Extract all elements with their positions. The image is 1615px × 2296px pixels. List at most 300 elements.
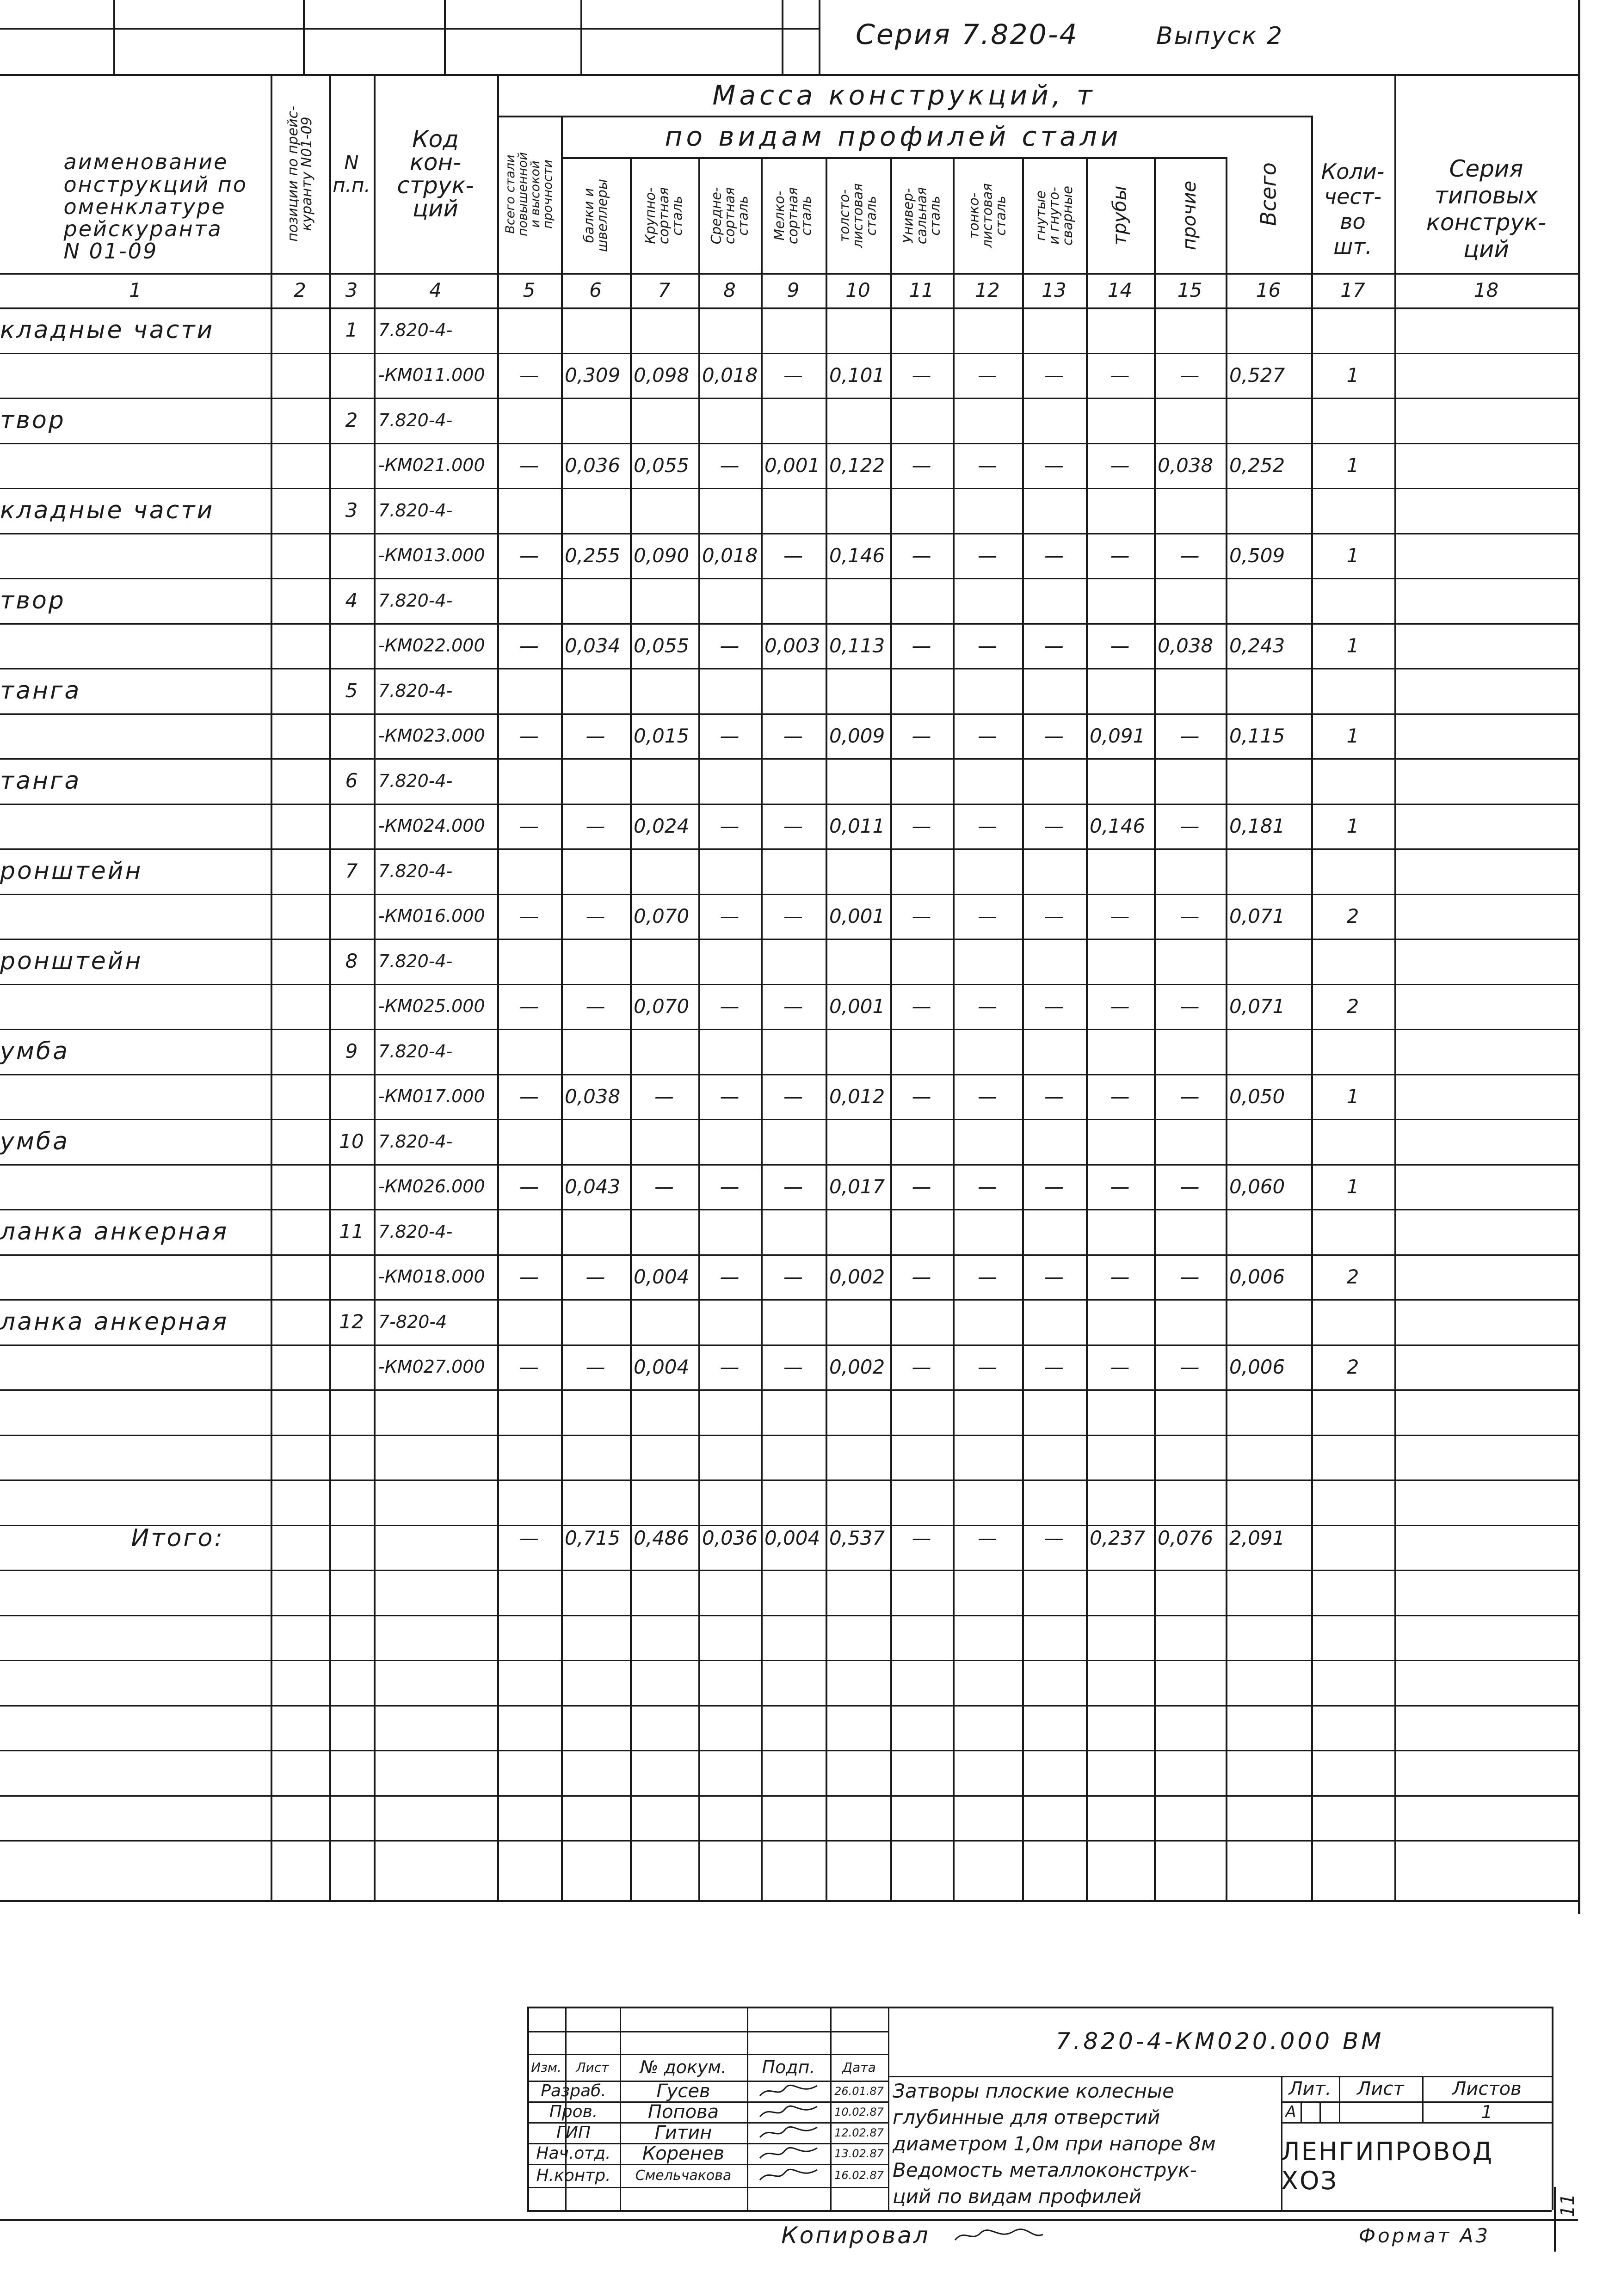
copied-by-signature bbox=[948, 2224, 1050, 2247]
title-block-lit-sub bbox=[1319, 2101, 1321, 2122]
row-value-c15: — bbox=[1180, 995, 1200, 1018]
row-code-mark: -КМ025.000 bbox=[378, 996, 485, 1017]
row-number: 1 bbox=[345, 319, 358, 342]
row-name: ронштейн bbox=[0, 857, 143, 885]
signer-name: Гитин bbox=[654, 2122, 712, 2143]
col-number-4: 4 bbox=[429, 279, 442, 301]
signature-scribble bbox=[756, 2166, 821, 2185]
col-number-15: 15 bbox=[1177, 279, 1202, 301]
signer-date: 13.02.87 bbox=[834, 2147, 884, 2160]
row-value-c5: — bbox=[519, 724, 539, 747]
row-code-mark: -КМ017.000 bbox=[378, 1086, 485, 1107]
row-value-c10: 0,001 bbox=[829, 904, 885, 927]
row-value-c12: — bbox=[978, 363, 997, 387]
row-code-series: 7.820-4- bbox=[378, 1131, 453, 1152]
title-block-sheet-label: Лист bbox=[1357, 2078, 1404, 2100]
signature-mark bbox=[747, 2143, 830, 2164]
row-code-series: 7.820-4- bbox=[378, 319, 453, 340]
row-value-c9: — bbox=[783, 363, 803, 387]
top-strip-line bbox=[0, 28, 819, 30]
signature-scribble bbox=[756, 2144, 821, 2163]
col-header-position bbox=[271, 75, 329, 273]
row-value-c10: 0,101 bbox=[829, 363, 885, 387]
row-value-c6: 0,255 bbox=[565, 544, 621, 567]
title-block-row bbox=[527, 2031, 888, 2032]
row-value-c9: — bbox=[783, 1175, 803, 1198]
row-value-c15: — bbox=[1180, 544, 1200, 567]
row-value-c14: — bbox=[1110, 634, 1130, 657]
row-value-c13: — bbox=[1044, 814, 1064, 837]
row-value-c17: 2 bbox=[1346, 1265, 1359, 1288]
total-value-c9: 0,004 bbox=[764, 1527, 820, 1550]
row-value-c12: — bbox=[978, 454, 997, 477]
row-value-c11: — bbox=[912, 904, 931, 927]
row-value-c14: — bbox=[1110, 1085, 1130, 1108]
col-header-c14 bbox=[1086, 158, 1154, 273]
row-value-c8: — bbox=[720, 904, 740, 927]
row-value-c5: — bbox=[519, 995, 539, 1018]
row-value-c13: — bbox=[1044, 634, 1064, 657]
mass-group-header: Масса конструкций, т bbox=[712, 80, 1096, 111]
row-code-mark: -КМ013.000 bbox=[378, 545, 485, 566]
row-name: твор bbox=[0, 406, 66, 434]
col-number-12: 12 bbox=[975, 279, 1000, 301]
row-value-c12: — bbox=[978, 724, 997, 747]
row-line bbox=[0, 1660, 1578, 1661]
row-value-c13: — bbox=[1044, 904, 1064, 927]
title-block-right bbox=[1552, 2007, 1553, 2210]
title-block-header-izm: Изм. bbox=[531, 2059, 561, 2075]
row-code-series: 7.820-4- bbox=[378, 951, 453, 971]
lit-value: А bbox=[1285, 2102, 1296, 2121]
row-value-c16: 0,071 bbox=[1229, 904, 1285, 927]
row-line bbox=[0, 1840, 1578, 1842]
row-value-c7: 0,004 bbox=[634, 1265, 690, 1288]
col-number-18: 18 bbox=[1473, 279, 1499, 301]
row-value-c15: — bbox=[1180, 1175, 1200, 1198]
format-label: Формат А3 bbox=[1358, 2224, 1491, 2247]
row-value-c7: 0,024 bbox=[634, 814, 690, 837]
row-number: 12 bbox=[339, 1310, 364, 1333]
row-value-c17: 2 bbox=[1346, 904, 1359, 927]
row-value-c11: — bbox=[912, 1355, 931, 1378]
row-value-c9: — bbox=[783, 1085, 803, 1108]
top-strip-divider bbox=[444, 0, 446, 74]
total-value-c12: — bbox=[978, 1527, 997, 1550]
row-value-c15: — bbox=[1180, 814, 1200, 837]
signer-date: 16.02.87 bbox=[834, 2169, 884, 2182]
row-number: 11 bbox=[339, 1220, 364, 1243]
row-value-c10: 0,002 bbox=[829, 1355, 885, 1378]
col-number-10: 10 bbox=[845, 279, 870, 301]
col-number-11: 11 bbox=[909, 279, 934, 301]
row-value-c17: 1 bbox=[1346, 544, 1359, 567]
row-value-c5: — bbox=[519, 814, 539, 837]
row-value-c17: 1 bbox=[1346, 363, 1359, 387]
row-value-c14: — bbox=[1110, 904, 1130, 927]
row-value-c8: 0,018 bbox=[702, 363, 758, 387]
col-number-3: 3 bbox=[345, 279, 358, 301]
col-number-1: 1 bbox=[129, 279, 142, 301]
row-value-c17: 1 bbox=[1346, 1085, 1359, 1108]
row-value-c16: 0,006 bbox=[1229, 1355, 1285, 1378]
row-value-c9: — bbox=[783, 544, 803, 567]
col-header-c13 bbox=[1022, 158, 1086, 273]
row-value-c9: — bbox=[783, 724, 803, 747]
row-value-c12: — bbox=[978, 1175, 997, 1198]
row-value-c17: 2 bbox=[1346, 1355, 1359, 1378]
row-code-series: 7.820-4- bbox=[378, 500, 453, 521]
row-line bbox=[0, 1795, 1578, 1797]
row-value-c12: — bbox=[978, 814, 997, 837]
total-value-c13: — bbox=[1044, 1527, 1064, 1550]
row-value-c8: — bbox=[720, 1175, 740, 1198]
total-label: Итого: bbox=[131, 1524, 224, 1552]
row-value-c13: — bbox=[1044, 544, 1064, 567]
signer-role: Разраб. bbox=[541, 2081, 606, 2100]
row-code-mark: -КМ018.000 bbox=[378, 1266, 485, 1287]
title-block-lit-row2 bbox=[1281, 2122, 1552, 2124]
row-value-c10: 0,017 bbox=[829, 1175, 885, 1198]
row-value-c13: — bbox=[1044, 363, 1064, 387]
series-label: Серия 7.820-4 bbox=[856, 18, 1079, 51]
col-header-c10-text: толсто- листовая сталь bbox=[836, 183, 879, 248]
signature-mark bbox=[747, 2081, 830, 2101]
row-value-c6: — bbox=[586, 724, 605, 747]
col-number-8: 8 bbox=[723, 279, 736, 301]
row-value-c15: — bbox=[1180, 724, 1200, 747]
row-value-c11: — bbox=[912, 814, 931, 837]
total-value-c11: — bbox=[912, 1527, 931, 1550]
row-code-mark: -КМ021.000 bbox=[378, 455, 485, 476]
row-code-mark: -КМ027.000 bbox=[378, 1357, 485, 1377]
title-block-row bbox=[527, 2187, 888, 2188]
total-value-c15: 0,076 bbox=[1158, 1527, 1214, 1550]
col-header-c12 bbox=[953, 158, 1022, 273]
total-value-c8: 0,036 bbox=[702, 1527, 758, 1550]
row-value-c15: 0,038 bbox=[1158, 454, 1214, 477]
signature-mark bbox=[747, 2122, 830, 2143]
row-name: ронштейн bbox=[0, 947, 143, 975]
row-line bbox=[0, 1705, 1578, 1707]
row-value-c7: 0,070 bbox=[634, 995, 690, 1018]
row-value-c6: 0,036 bbox=[565, 454, 621, 477]
document-description-line: глубинные для отверстий bbox=[893, 2106, 1160, 2129]
title-block-header-doc: № докум. bbox=[640, 2057, 727, 2077]
row-value-c11: — bbox=[912, 724, 931, 747]
row-value-c15: — bbox=[1180, 1355, 1200, 1378]
row-value-c14: 0,146 bbox=[1090, 814, 1146, 837]
signature-scribble bbox=[756, 2103, 821, 2121]
col-header-c11-text: Универ- сальная сталь bbox=[900, 187, 943, 244]
row-value-c6: — bbox=[586, 904, 605, 927]
row-value-c13: — bbox=[1044, 1175, 1064, 1198]
row-code-series: 7.820-4- bbox=[378, 860, 453, 881]
signature-scribble bbox=[756, 2082, 821, 2100]
row-name: танга bbox=[0, 676, 81, 705]
signer-name: Смельчакова bbox=[635, 2167, 732, 2184]
signer-date: 26.01.87 bbox=[834, 2084, 884, 2098]
row-code-series: 7.820-4- bbox=[378, 410, 453, 430]
row-code-mark: -КМ016.000 bbox=[378, 906, 485, 927]
row-value-c14: — bbox=[1110, 1265, 1130, 1288]
right-frame-line bbox=[1578, 0, 1580, 1914]
row-value-c10: 0,011 bbox=[829, 814, 885, 837]
row-value-c9: — bbox=[783, 814, 803, 837]
row-name: кладные части bbox=[0, 316, 215, 344]
row-code-mark: -КМ024.000 bbox=[378, 816, 485, 836]
row-value-c10: 0,001 bbox=[829, 995, 885, 1018]
row-value-c13: — bbox=[1044, 1355, 1064, 1378]
row-value-c17: 1 bbox=[1346, 634, 1359, 657]
document-description-line: диаметром 1,0м при напоре 8м bbox=[893, 2132, 1216, 2155]
row-value-c6: — bbox=[586, 814, 605, 837]
col-number-7: 7 bbox=[658, 279, 671, 301]
row-line bbox=[0, 1615, 1578, 1616]
row-value-c10: 0,146 bbox=[829, 544, 885, 567]
row-value-c7: 0,004 bbox=[634, 1355, 690, 1378]
col-number-6: 6 bbox=[589, 279, 602, 301]
title-block-header-date: Дата bbox=[842, 2059, 876, 2075]
row-value-c12: — bbox=[978, 1265, 997, 1288]
row-value-c8: — bbox=[720, 814, 740, 837]
total-value-c10: 0,537 bbox=[829, 1527, 885, 1550]
signer-name: Гусев bbox=[656, 2080, 710, 2102]
row-line bbox=[0, 1750, 1578, 1751]
row-code-mark: -КМ026.000 bbox=[378, 1176, 485, 1197]
row-value-c12: — bbox=[978, 1085, 997, 1108]
document-description-line: ций по видам профилей bbox=[893, 2185, 1141, 2208]
row-value-c9: 0,001 bbox=[764, 454, 820, 477]
total-value-c7: 0,486 bbox=[634, 1527, 690, 1550]
sheets-value: 1 bbox=[1481, 2101, 1493, 2122]
col-header-num: N п.п. bbox=[333, 151, 370, 196]
row-value-c11: — bbox=[912, 454, 931, 477]
row-value-c12: — bbox=[978, 1355, 997, 1378]
row-name: кладные части bbox=[0, 496, 215, 524]
col-header-c8-text: Средне- сортная сталь bbox=[708, 187, 751, 244]
row-number: 2 bbox=[345, 409, 358, 432]
row-value-c16: 0,071 bbox=[1229, 995, 1285, 1018]
row-value-c16: 0,006 bbox=[1229, 1265, 1285, 1288]
row-code-series: 7-820-4 bbox=[378, 1311, 447, 1332]
signer-date: 12.02.87 bbox=[834, 2126, 884, 2139]
col-header-c13-text: гнутые и гнуто- сварные bbox=[1032, 185, 1075, 246]
row-number: 4 bbox=[345, 589, 358, 612]
row-value-c11: — bbox=[912, 1175, 931, 1198]
organization-name: ЛЕНГИПРОВОД ХОЗ bbox=[1281, 2137, 1494, 2195]
col-header-c9-text: Мелко- сортная сталь bbox=[771, 187, 814, 244]
col-header-c17: Коли- чест- во шт. bbox=[1321, 159, 1385, 259]
row-value-c5: — bbox=[519, 1355, 539, 1378]
signer-role: Н.контр. bbox=[536, 2166, 611, 2185]
table-bottom-line bbox=[0, 1900, 1578, 1902]
row-value-c8: — bbox=[720, 995, 740, 1018]
row-value-c16: 0,252 bbox=[1229, 454, 1285, 477]
row-value-c5: — bbox=[519, 1265, 539, 1288]
row-value-c16: 0,060 bbox=[1229, 1175, 1285, 1198]
col-header-c15 bbox=[1154, 158, 1226, 273]
row-value-c7: 0,070 bbox=[634, 904, 690, 927]
row-code-mark: -КМ023.000 bbox=[378, 725, 485, 746]
row-value-c9: 0,003 bbox=[764, 634, 820, 657]
row-value-c16: 0,050 bbox=[1229, 1085, 1285, 1108]
row-value-c5: — bbox=[519, 1085, 539, 1108]
col-header-c16-text: Всего bbox=[1256, 162, 1281, 226]
row-value-c16: 0,115 bbox=[1229, 724, 1285, 747]
row-value-c8: 0,018 bbox=[702, 544, 758, 567]
top-strip-divider bbox=[819, 0, 820, 74]
copyist-signature bbox=[953, 2226, 1045, 2245]
row-value-c16: 0,181 bbox=[1229, 814, 1285, 837]
title-block-lit-sub bbox=[1301, 2101, 1302, 2122]
row-value-c8: — bbox=[720, 1265, 740, 1288]
row-name: умба bbox=[0, 1127, 69, 1155]
row-value-c10: 0,002 bbox=[829, 1265, 885, 1288]
signature-mark bbox=[747, 2101, 830, 2122]
row-value-c7: 0,055 bbox=[634, 454, 690, 477]
row-value-c8: — bbox=[720, 454, 740, 477]
row-value-c7: 0,090 bbox=[634, 544, 690, 567]
row-value-c9: — bbox=[783, 995, 803, 1018]
row-value-c7: 0,098 bbox=[634, 363, 690, 387]
col-number-16: 16 bbox=[1256, 279, 1281, 301]
col-header-c15-text: прочие bbox=[1179, 180, 1201, 251]
title-block-row bbox=[527, 2210, 888, 2211]
signer-name: Попова bbox=[647, 2101, 719, 2123]
row-value-c14: 0,091 bbox=[1090, 724, 1146, 747]
row-value-c6: — bbox=[586, 1265, 605, 1288]
col-number-9: 9 bbox=[787, 279, 800, 301]
col-header-c8 bbox=[698, 158, 761, 273]
row-value-c6: 0,309 bbox=[565, 363, 621, 387]
row-code-series: 7.820-4- bbox=[378, 680, 453, 701]
col-line-1 bbox=[271, 75, 272, 1900]
row-value-c17: 1 bbox=[1346, 1175, 1359, 1198]
row-value-c9: — bbox=[783, 904, 803, 927]
row-value-c12: — bbox=[978, 995, 997, 1018]
row-value-c8: — bbox=[720, 634, 740, 657]
row-value-c15: 0,038 bbox=[1158, 634, 1214, 657]
col-header-c9 bbox=[761, 158, 826, 273]
row-value-c10: 0,122 bbox=[829, 454, 885, 477]
row-value-c13: — bbox=[1044, 1085, 1064, 1108]
row-number: 7 bbox=[345, 859, 358, 883]
row-value-c11: — bbox=[912, 544, 931, 567]
document-code: 7.820-4-КМ020.000 ВМ bbox=[1055, 2028, 1384, 2055]
row-value-c14: — bbox=[1110, 995, 1130, 1018]
col-number-17: 17 bbox=[1340, 279, 1365, 301]
document-description-line: Ведомость металлоконструк- bbox=[893, 2159, 1197, 2181]
row-name: твор bbox=[0, 586, 66, 614]
row-value-c5: — bbox=[519, 904, 539, 927]
top-strip-divider bbox=[782, 0, 783, 74]
signer-date: 10.02.87 bbox=[834, 2105, 884, 2118]
row-code-series: 7.820-4- bbox=[378, 1041, 453, 1062]
profiles-group-header: по видам профилей стали bbox=[665, 121, 1122, 152]
row-code-series: 7.820-4- bbox=[378, 590, 453, 611]
row-value-c7: 0,015 bbox=[634, 724, 690, 747]
signer-name: Коренев bbox=[642, 2143, 725, 2164]
signature-mark bbox=[747, 2164, 830, 2187]
row-value-c14: — bbox=[1110, 1175, 1130, 1198]
row-line bbox=[0, 1435, 1578, 1436]
title-block-row bbox=[527, 2007, 888, 2008]
signature-scribble bbox=[756, 2124, 821, 2142]
col-header-c10 bbox=[826, 158, 890, 273]
row-value-c5: — bbox=[519, 634, 539, 657]
col-header-c5-text: Всего стали повышенной и высокой прочности bbox=[503, 152, 555, 237]
col-header-position-text: позиции по прейс- куранту N01-09 bbox=[284, 106, 315, 242]
sheet-value bbox=[1339, 2101, 1422, 2122]
row-code-mark: -КМ022.000 bbox=[378, 635, 485, 656]
row-value-c6: 0,038 bbox=[565, 1085, 621, 1108]
total-value-c14: 0,237 bbox=[1090, 1527, 1146, 1550]
title-block-lit-label: Лит. bbox=[1288, 2078, 1331, 2100]
row-name: ланка анкерная bbox=[0, 1308, 229, 1336]
row-value-c13: — bbox=[1044, 1265, 1064, 1288]
col-header-c7 bbox=[630, 158, 698, 273]
row-name: умба bbox=[0, 1037, 69, 1065]
row-value-c16: 0,243 bbox=[1229, 634, 1285, 657]
total-value-c6: 0,715 bbox=[565, 1527, 621, 1550]
row-number: 3 bbox=[345, 499, 358, 522]
row-value-c7: — bbox=[654, 1085, 674, 1108]
row-value-c17: 1 bbox=[1346, 454, 1359, 477]
total-value-c5: — bbox=[519, 1527, 539, 1550]
col-header-name: аименование онструкций по оменклатуре рейскуранта N 01-09 bbox=[63, 149, 247, 264]
title-block-header-podp: Подп. bbox=[762, 2057, 815, 2077]
row-value-c5: — bbox=[519, 363, 539, 387]
row-value-c11: — bbox=[912, 1265, 931, 1288]
row-code-series: 7.820-4- bbox=[378, 1221, 453, 1242]
row-code-mark: -КМ011.000 bbox=[378, 365, 485, 386]
row-number: 10 bbox=[339, 1130, 364, 1153]
col-header-c6 bbox=[561, 158, 630, 273]
col-header-c6-text: балки и швеллеры bbox=[580, 179, 610, 252]
row-line bbox=[0, 1570, 1578, 1571]
copied-by-label: Копировал bbox=[781, 2222, 930, 2249]
row-value-c15: — bbox=[1180, 904, 1200, 927]
col-header-c12-text: тонко- листовая сталь bbox=[966, 183, 1009, 248]
row-number: 6 bbox=[345, 769, 358, 792]
row-value-c6: — bbox=[586, 995, 605, 1018]
col-header-c7-text: Крупно- сортная сталь bbox=[642, 187, 685, 244]
title-block-sheets-label: Листов bbox=[1452, 2078, 1522, 2100]
row-value-c10: 0,113 bbox=[829, 634, 885, 657]
row-value-c13: — bbox=[1044, 724, 1064, 747]
col-header-c14-text: трубы bbox=[1109, 185, 1131, 246]
bottom-frame-line bbox=[0, 2219, 1578, 2221]
row-value-c13: — bbox=[1044, 995, 1064, 1018]
signer-role: Нач.отд. bbox=[536, 2144, 611, 2163]
row-value-c10: 0,012 bbox=[829, 1085, 885, 1108]
row-value-c15: — bbox=[1180, 1265, 1200, 1288]
row-value-c8: — bbox=[720, 1355, 740, 1378]
issue-label: Выпуск 2 bbox=[1156, 22, 1284, 50]
row-value-c11: — bbox=[912, 995, 931, 1018]
row-code-series: 7.820-4- bbox=[378, 770, 453, 791]
row-value-c16: 0,527 bbox=[1229, 363, 1285, 387]
row-value-c7: — bbox=[654, 1175, 674, 1198]
page-number: 11 bbox=[1557, 2193, 1578, 2217]
signer-role: Пров. bbox=[549, 2102, 598, 2121]
row-value-c9: — bbox=[783, 1265, 803, 1288]
row-number: 5 bbox=[345, 679, 358, 702]
col-number-14: 14 bbox=[1107, 279, 1133, 301]
row-value-c8: — bbox=[720, 724, 740, 747]
row-value-c15: — bbox=[1180, 363, 1200, 387]
